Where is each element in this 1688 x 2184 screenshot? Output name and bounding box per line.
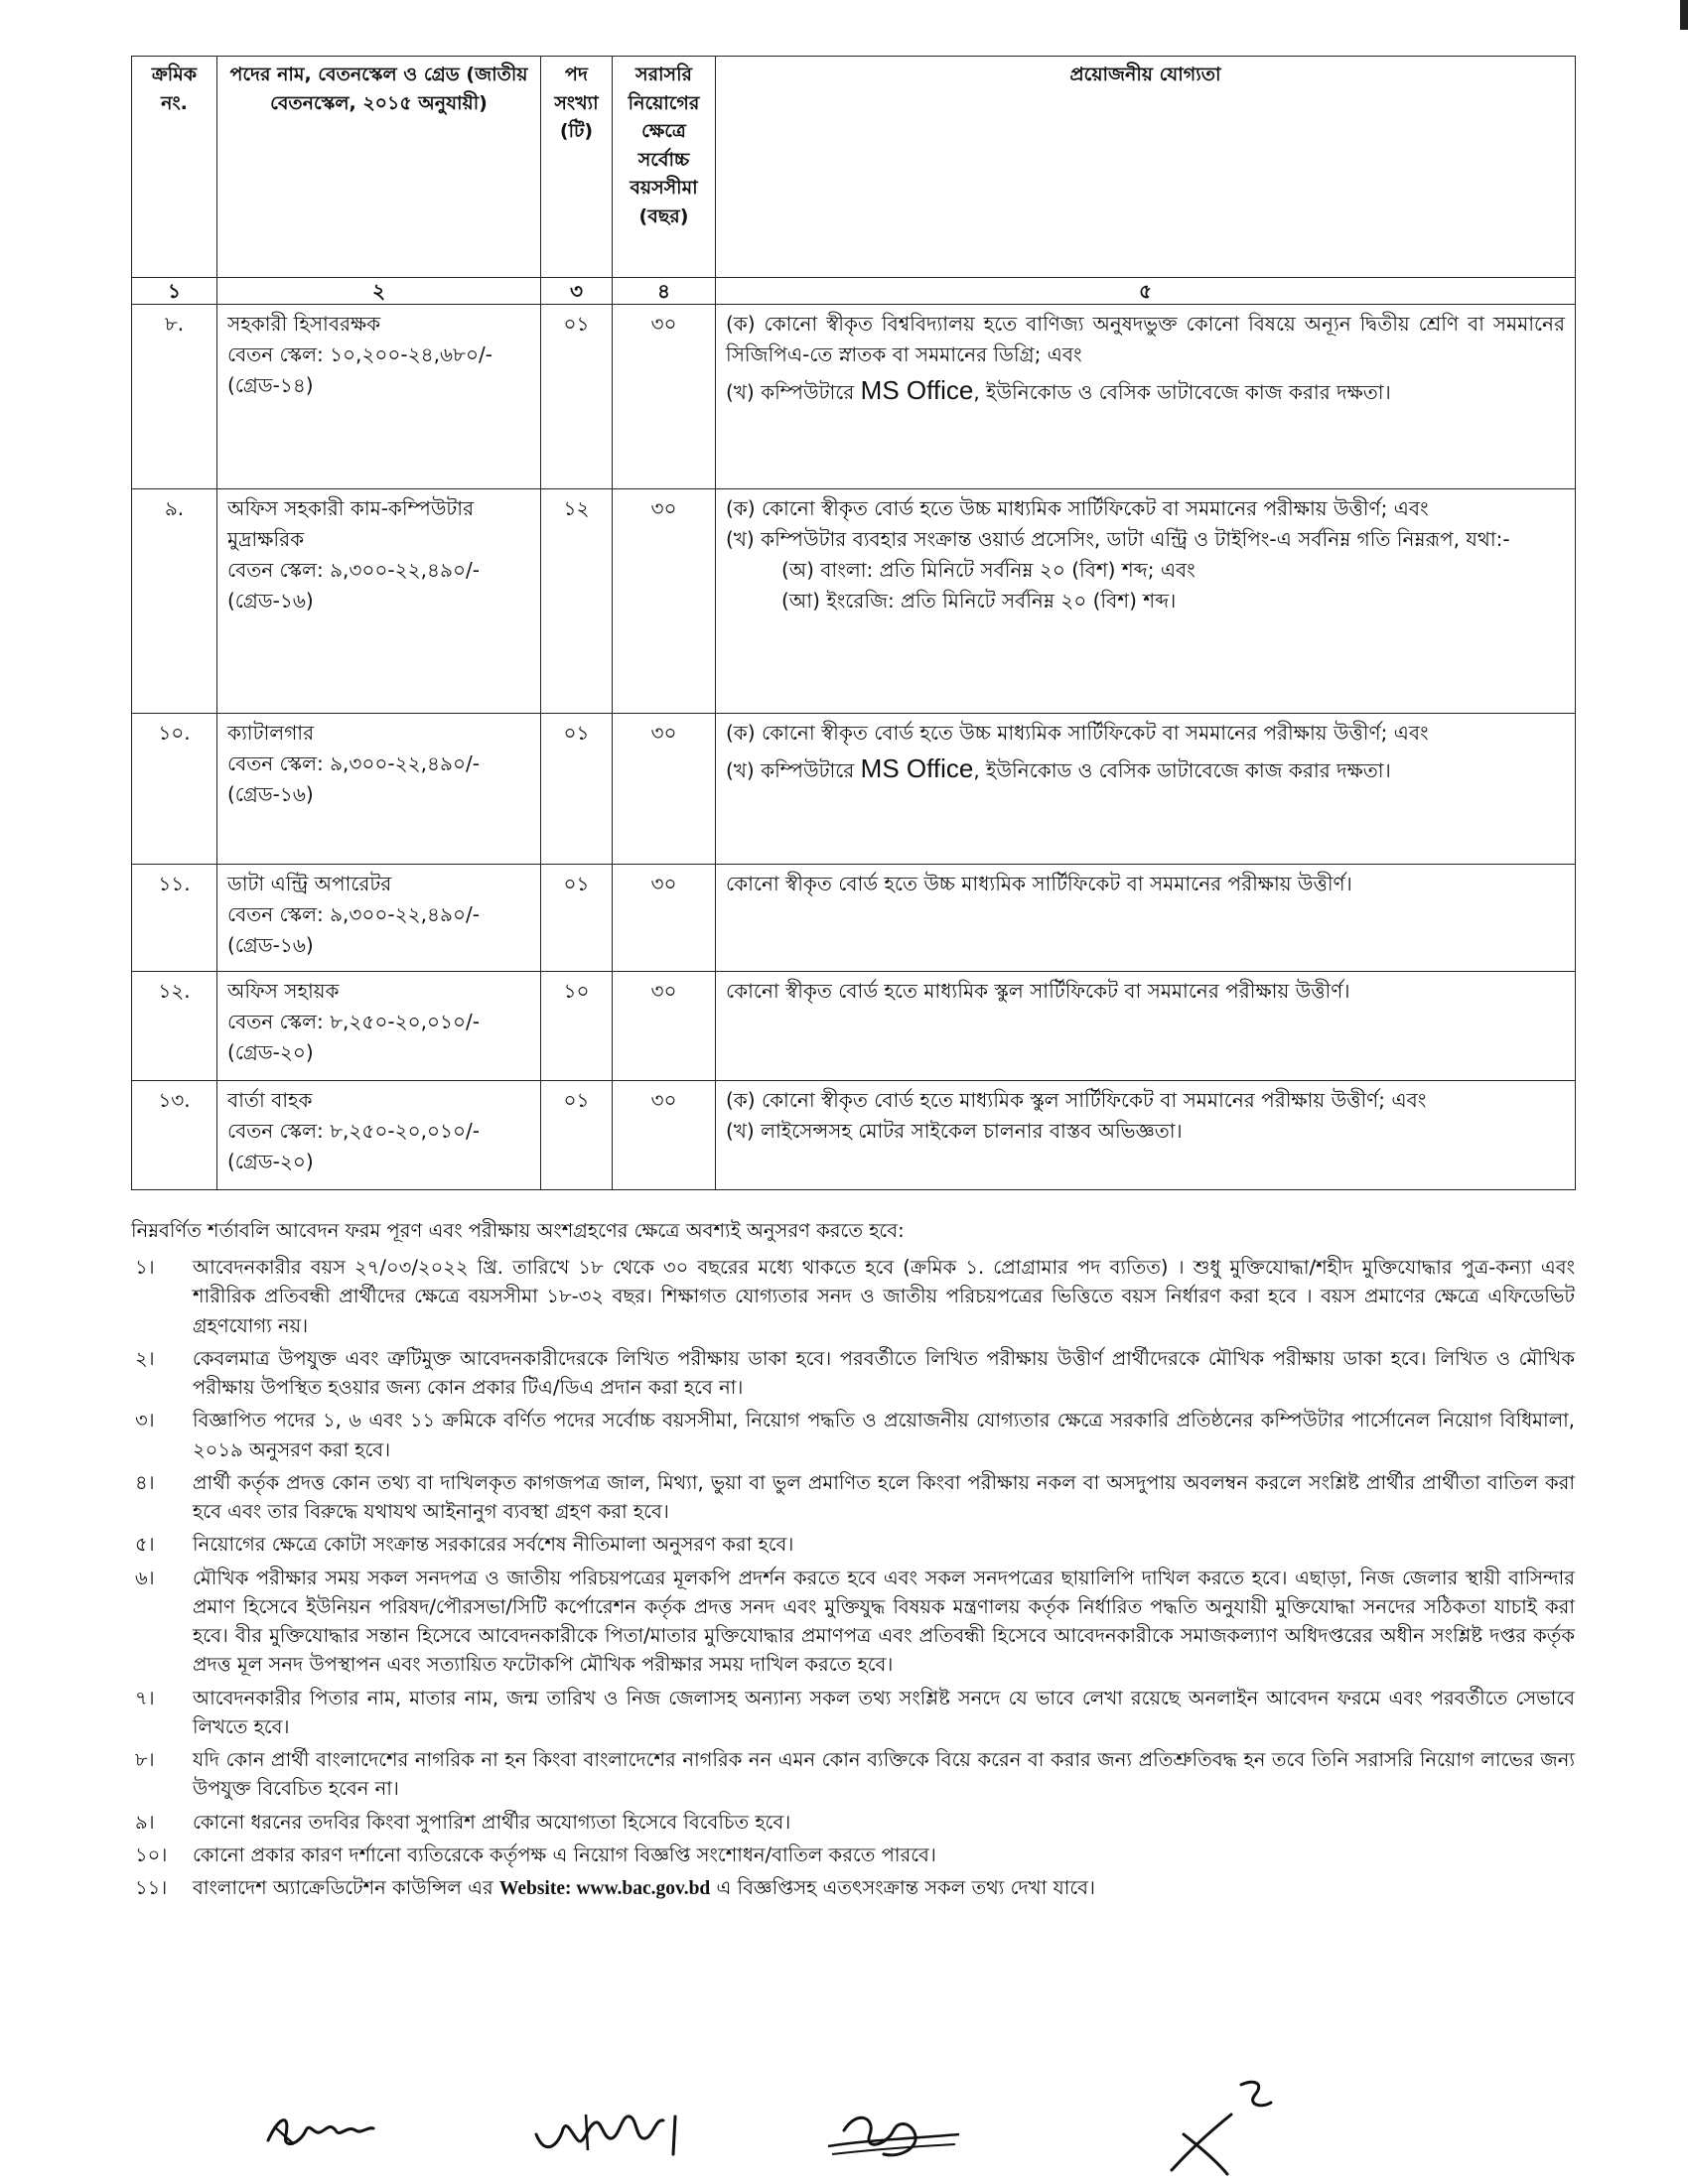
qualification-text: , ইউনিকোড ও বেসিক ডাটাবেজে কাজ করার দক্ষতা। (973, 380, 1391, 404)
post-scale: বেতন স্কেল: ৮,২৫০-২০,০১০/- (গ্রেড-২০) (227, 1119, 480, 1173)
item-text: প্রার্থী কর্তৃক প্রদত্ত কোন তথ্য বা দাখিলকৃত কাগজপত্র জাল, মিথ্যা, ভুয়া বা ভুল প্রমাণিত হলে কিংবা পরীক্ষায় নকল বা অসদুপায় অবলম্বন করলে সংশ্লিষ্ট প্রার্থীর প্রার্থীতা বাতিল করা হবে এবং তার বিরুদ্ধে যথাযথ আইনানুগ ব্যবস্থা গ্রহণ করা হবে। (193, 1470, 1575, 1523)
qualification-line: (খ) কম্পিউটার ব্যবহার সংক্রান্ত ওয়ার্ড প্রসেসিং, ডাটা এন্ট্রি ও টাইপিং-এ সর্বনিম্ন গতি নিম্নরূপ, যথা:- (726, 527, 1510, 551)
column-number: ৪ (613, 278, 716, 305)
item-text: নিয়োগের ক্ষেত্রে কোটা সংক্রান্ত সরকারের সর্বশেষ নীতিমালা অনুসরণ করা হবে। (193, 1533, 794, 1557)
row-count: ০১ (541, 714, 613, 865)
qualification-subline: (অ) বাংলা: প্রতি মিনিটে সর্বনিম্ন ২০ (বিশ) শব্দ; এবং (781, 558, 1196, 582)
list-item (131, 1530, 1575, 1559)
list-item (131, 1841, 1575, 1869)
post-title: বার্তা বাহক (227, 1088, 313, 1112)
list-item (131, 1873, 1575, 1903)
item-number: ৩। (135, 1409, 155, 1433)
posts-table (131, 56, 1576, 1190)
table-row (132, 1081, 1576, 1190)
instructions-list (131, 1253, 1575, 1907)
list-item (131, 1253, 1575, 1340)
column-number-row (132, 278, 1576, 305)
row-qualification (716, 1081, 1576, 1190)
row-qualification (716, 972, 1576, 1081)
qualification-line: কোনো স্বীকৃত বোর্ড হতে মাধ্যমিক স্কুল সার্টিফিকেট বা সমমানের পরীক্ষায় উত্তীর্ণ। (726, 979, 1350, 1003)
column-number: ৫ (716, 278, 1576, 305)
post-scale: বেতন স্কেল: ১০,২০০-২৪,৬৮০/- (গ্রেড-১৪) (227, 342, 492, 397)
qualification-line (726, 370, 1565, 410)
table-row (132, 865, 1576, 972)
ms-office-text: MS Office (860, 753, 974, 783)
item-number: ২। (135, 1346, 155, 1370)
post-title: ডাটা এন্ট্রি অপারেটর (227, 872, 392, 895)
post-title: অফিস সহায়ক (227, 979, 340, 1003)
signature-3 (824, 2101, 963, 2170)
header-qualification: প্রয়োজনীয় যোগ্যতা (716, 57, 1576, 278)
post-scale: বেতন স্কেল: ৮,২৫০-২০,০১০/- (গ্রেড-২০) (227, 1010, 480, 1064)
signatures-area (0, 2075, 1688, 2184)
signature-1 (260, 2105, 379, 2154)
row-age: ৩০ (613, 714, 716, 865)
row-serial: ৮. (132, 305, 217, 489)
header-serial: ক্রমিক নং. (132, 57, 217, 278)
row-serial: ১২. (132, 972, 217, 1081)
column-number: ২ (217, 278, 541, 305)
row-serial: ১৩. (132, 1081, 217, 1190)
header-post-count: পদ সংখ্যা (টি) (541, 57, 613, 278)
item-number: ৮। (135, 1748, 155, 1771)
qualification-line (726, 749, 1565, 788)
qualification-text: (খ) কম্পিউটারে (726, 758, 855, 782)
post-title: অফিস সহকারী কাম-কম্পিউটার মুদ্রাক্ষরিক (227, 496, 475, 551)
table-row (132, 972, 1576, 1081)
item-text: আবেদনকারীর পিতার নাম, মাতার নাম, জন্ম তারিখ ও নিজ জেলাসহ অন্যান্য সকল তথ্য সংশ্লিষ্ট সনদে যে ভাবে লেখা রয়েছে অনলাইন আবেদন ফরমে এবং পরবর্তীতে সেভাবে লিখতে হবে। (193, 1686, 1575, 1738)
qualification-line: (ক) কোনো স্বীকৃত বিশ্ববিদ্যালয় হতে বাণিজ্য অনুষদভুক্ত কোনো বিষয়ে অন্যূন দ্বিতীয় শ্রেণি বা সমমানের সিজিপিএ-তে স্নাতক বা সমমানের ডিগ্রি; এবং (726, 312, 1565, 366)
website-post-text: এ বিজ্ঞপ্তিসহ এতৎসংক্রান্ত সকল তথ্য দেখা যাবে। (710, 1876, 1096, 1899)
row-post (217, 714, 541, 865)
row-serial: ১০. (132, 714, 217, 865)
item-number: ৫। (135, 1533, 155, 1557)
list-item (131, 1808, 1575, 1837)
list-item (131, 1344, 1575, 1403)
item-number: ১। (135, 1256, 155, 1279)
qualification-subline: (আ) ইংরেজি: প্রতি মিনিটে সর্বনিম্ন ২০ (বিশ) শব্দ। (781, 589, 1177, 613)
post-scale: বেতন স্কেল: ৯,৩০০-২২,৪৯০/- (গ্রেড-১৬) (227, 558, 480, 613)
column-number: ১ (132, 278, 217, 305)
row-count: ১০ (541, 972, 613, 1081)
item-number: ৬। (135, 1566, 155, 1589)
item-number: ৭। (135, 1686, 155, 1709)
list-item (131, 1745, 1575, 1804)
table-row (132, 305, 1576, 489)
table-row (132, 489, 1576, 714)
qualification-line: কোনো স্বীকৃত বোর্ড হতে উচ্চ মাধ্যমিক সার্টিফিকেট বা সমমানের পরীক্ষায় উত্তীর্ণ। (726, 872, 1352, 895)
row-post (217, 865, 541, 972)
item-number: ৪। (135, 1470, 155, 1494)
qualification-line: (ক) কোনো স্বীকৃত বোর্ড হতে মাধ্যমিক স্কুল সার্টিফিকেট বা সমমানের পরীক্ষায় উত্তীর্ণ; এবং (726, 1088, 1427, 1112)
row-post (217, 1081, 541, 1190)
table-row (132, 714, 1576, 865)
item-text (193, 1873, 1575, 1903)
row-count: ০১ (541, 305, 613, 489)
qualification-line: (ক) কোনো স্বীকৃত বোর্ড হতে উচ্চ মাধ্যমিক সার্টিফিকেট বা সমমানের পরীক্ষায় উত্তীর্ণ; এবং (726, 721, 1429, 745)
row-qualification (716, 489, 1576, 714)
signature-4 (1162, 2075, 1281, 2184)
row-age: ৩০ (613, 865, 716, 972)
scan-edge-mark (1680, 0, 1688, 30)
list-item (131, 1684, 1575, 1742)
row-qualification (716, 305, 1576, 489)
table-header-row (132, 57, 1576, 278)
post-scale: বেতন স্কেল: ৯,৩০০-২২,৪৯০/- (গ্রেড-১৬) (227, 751, 480, 806)
website-pre-text: বাংলাদেশ অ্যাক্রেডিটেশন কাউন্সিল এর (193, 1876, 499, 1899)
qualification-text: (খ) কম্পিউটারে (726, 380, 855, 404)
item-number: ৯। (135, 1810, 155, 1834)
website-link[interactable]: Website: www.bac.gov.bd (498, 1878, 711, 1899)
row-count: ১২ (541, 489, 613, 714)
column-number: ৩ (541, 278, 613, 305)
row-post (217, 305, 541, 489)
row-qualification (716, 865, 1576, 972)
item-text: আবেদনকারীর বয়স ২৭/০৩/২০২২ খ্রি. তারিখে ১৮ থেকে ৩০ বছরের মধ্যে থাকতে হবে (ক্রমিক ১. প্রোগ্রামার পদ ব্যতিত) । শুধু মুক্তিযোদ্ধা/শহীদ মুক্তিযোদ্ধার পুত্র-কন্যা এবং শারীরিক প্রতিবন্ধী প্রার্থীদের ক্ষেত্রে বয়সসীমা ১৮-৩২ বছর। শিক্ষাগত যোগ্যতার সনদ ও জাতীয় পরিচয়পত্রের ভিত্তিতে বয়স নির্ধারণ করা হবে । বয়স প্রমাণের ক্ষেত্রে এফিডেভিট গ্রহণযোগ্য নয়। (193, 1256, 1575, 1337)
item-text: কোনো প্রকার কারণ দর্শানো ব্যতিরেকে কর্তৃপক্ষ এ নিয়োগ বিজ্ঞপ্তি সংশোধন/বাতিল করতে পারবে। (193, 1843, 936, 1866)
row-count: ০১ (541, 865, 613, 972)
signature-2 (526, 2095, 695, 2164)
row-post (217, 972, 541, 1081)
item-text: যদি কোন প্রার্থী বাংলাদেশের নাগরিক না হন কিংবা বাংলাদেশের নাগরিক নন এমন কোন ব্যক্তিকে বিয়ে করেন বা করার জন্য প্রতিশ্রুতিবদ্ধ হন তবে তিনি সরাসরি নিয়োগ লাভের জন্য উপযুক্ত বিবেচিত হবেন না। (193, 1748, 1575, 1801)
row-age: ৩০ (613, 972, 716, 1081)
qualification-line: (ক) কোনো স্বীকৃত বোর্ড হতে উচ্চ মাধ্যমিক সার্টিফিকেট বা সমমানের পরীক্ষায় উত্তীর্ণ; এবং (726, 496, 1429, 520)
item-number: ১০। (135, 1843, 168, 1866)
row-count: ০১ (541, 1081, 613, 1190)
row-qualification (716, 714, 1576, 865)
instructions-intro: নিম্নবর্ণিত শর্তাবলি আবেদন ফরম পূরণ এবং পরীক্ষায় অংশগ্রহণের ক্ষেত্রে অবশ্যই অনুসরণ করতে হবে: (131, 1219, 905, 1242)
item-text: মৌখিক পরীক্ষার সময় সকল সনদপত্র ও জাতীয় পরিচয়পত্রের মূলকপি প্রদর্শন করতে হবে এবং সকল সনদপত্রের ছায়ালিপি দাখিল করতে হবে। এছাড়া, নিজ জেলার স্থায়ী বাসিন্দার প্রমাণ হিসেবে ইউনিয়ন পরিষদ/পৌরসভা/সিটি কর্পোরেশন কর্তৃক প্রদত্ত সনদ এবং মুক্তিযুদ্ধ বিষয়ক মন্ত্রণালয় কর্তৃক নির্ধারিত পদ্ধতি অনুযায়ী মুক্তিযোদ্ধা সনদের সঠিকতা যাচাই করা হবে। বীর মুক্তিযোদ্ধার সন্তান হিসেবে আবেদনকারীকে পিতা/মাতার মুক্তিযোদ্ধার প্রমাণপত্র এবং প্রতিবন্ধী হিসেবে আবেদনকারীকে সমাজকল্যাণ অধিদপ্তরের অধীন সংশ্লিষ্ট দপ্তর কর্তৃক প্রদত্ত মূল সনদ উপস্থাপন এবং সত্যায়িত ফটোকপি মৌখিক পরীক্ষার সময় দাখিল করতে হবে। (193, 1566, 1575, 1677)
item-number: ১১। (135, 1876, 168, 1899)
post-title: ক্যাটালগার (227, 721, 315, 745)
post-scale: বেতন স্কেল: ৯,৩০০-২২,৪৯০/- (গ্রেড-১৬) (227, 902, 480, 957)
item-text: কোনো ধরনের তদবির কিংবা সুপারিশ প্রার্থীর অযোগ্যতা হিসেবে বিবেচিত হবে। (193, 1810, 791, 1834)
row-serial: ৯. (132, 489, 217, 714)
qualification-text: , ইউনিকোড ও বেসিক ডাটাবেজে কাজ করার দক্ষতা। (973, 758, 1391, 782)
list-item (131, 1564, 1575, 1680)
row-age: ৩০ (613, 1081, 716, 1190)
row-serial: ১১. (132, 865, 217, 972)
post-title: সহকারী হিসাবরক্ষক (227, 312, 381, 336)
item-text: কেবলমাত্র উপযুক্ত এবং ত্রুটিমুক্ত আবেদনকারীদেরকে লিখিত পরীক্ষায় ডাকা হবে। পরবর্তীতে লিখিত পরীক্ষায় উত্তীর্ণ প্রার্থীদেরকে মৌখিক পরীক্ষায় ডাকা হবে। লিখিত ও মৌখিক পরীক্ষায় উপস্থিত হওয়ার জন্য কোন প্রকার টিএ/ডিএ প্রদান করা হবে না। (193, 1346, 1575, 1399)
qualification-line: (খ) লাইসেন্সসহ মোটর সাইকেল চালনার বাস্তব অভিজ্ঞতা। (726, 1119, 1183, 1143)
row-age: ৩০ (613, 305, 716, 489)
list-item (131, 1406, 1575, 1464)
ms-office-text: MS Office (860, 375, 974, 405)
header-post-name: পদের নাম, বেতনস্কেল ও গ্রেড (জাতীয় বেতনস্কেল, ২০১৫ অনুযায়ী) (217, 57, 541, 278)
row-post (217, 489, 541, 714)
row-age: ৩০ (613, 489, 716, 714)
header-age-limit: সরাসরি নিয়োগের ক্ষেত্রে সর্বোচ্চ বয়সসীমা (বছর) (613, 57, 716, 278)
item-text: বিজ্ঞাপিত পদের ১, ৬ এবং ১১ ক্রমিকে বর্ণিত পদের সর্বোচ্চ বয়সসীমা, নিয়োগ পদ্ধতি ও প্রয়োজনীয় যোগ্যতার ক্ষেত্রে সরকারি প্রতিষ্ঠনের কম্পিউটার পার্সোনেল নিয়োগ বিধিমালা, ২০১৯ অনুসরণ করা হবে। (193, 1409, 1575, 1461)
list-item (131, 1468, 1575, 1527)
